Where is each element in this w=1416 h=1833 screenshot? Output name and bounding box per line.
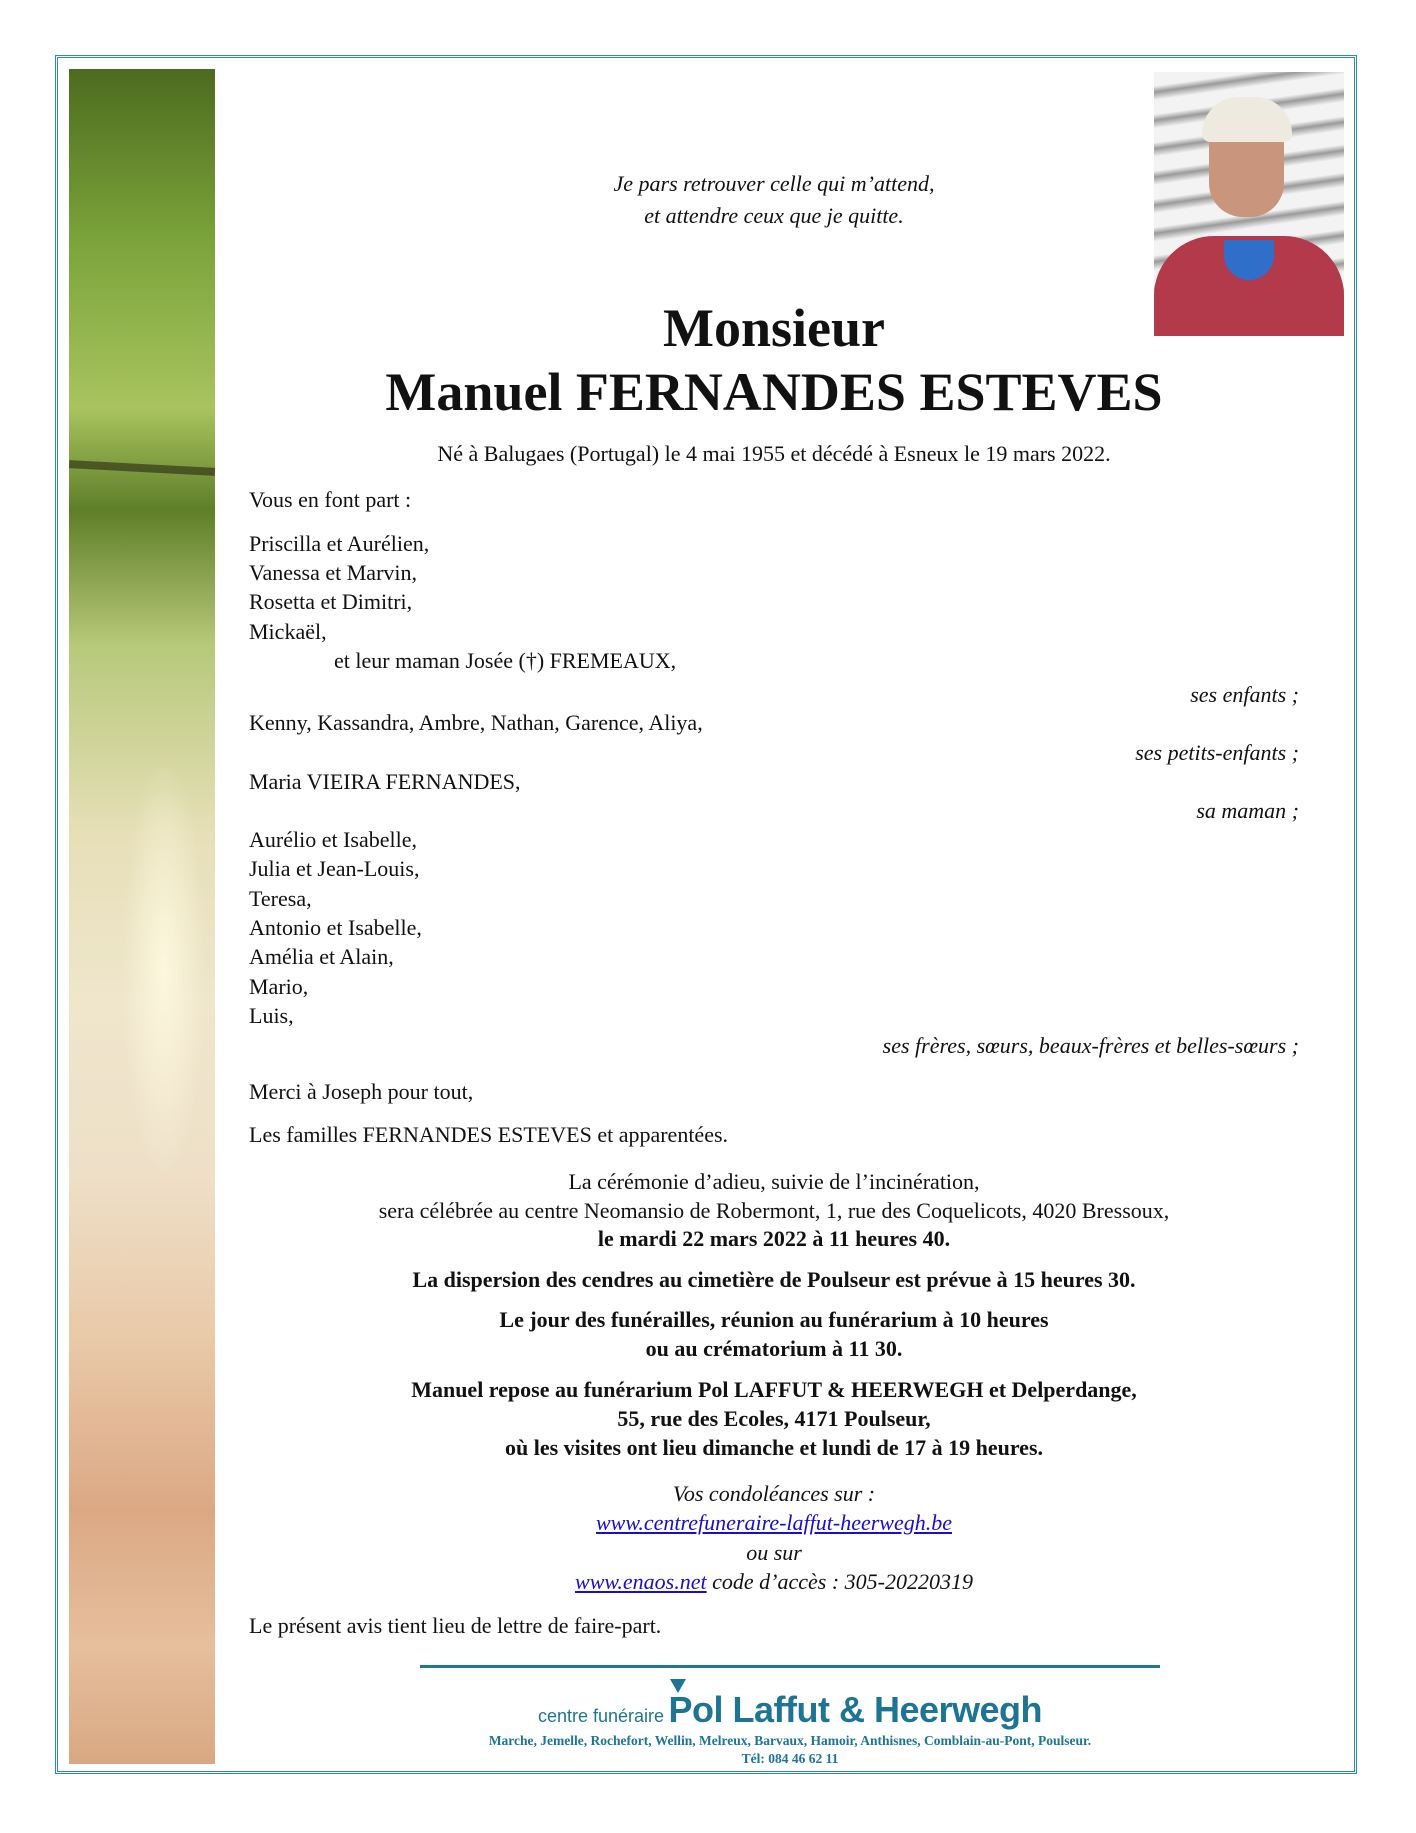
enaos-link[interactable]: www.enaos.net bbox=[575, 1569, 707, 1594]
meeting-line: Le jour des funérailles, réunion au funérarium à 10 heures bbox=[499, 1307, 1049, 1332]
triangle-icon bbox=[670, 1679, 686, 1693]
logo-prefix: centre funéraire bbox=[537, 1706, 665, 1726]
sibling: Teresa, bbox=[249, 886, 312, 911]
grandchildren-role: ses petits-enfants ; bbox=[1135, 740, 1299, 765]
thanks: Merci à Joseph pour tout, bbox=[249, 1079, 474, 1104]
grandchildren: Kenny, Kassandra, Ambre, Nathan, Garence, Aliya, bbox=[249, 710, 703, 735]
sibling: Julia et Jean-Louis, bbox=[249, 856, 420, 881]
sibling: Aurélio et Isabelle, bbox=[249, 827, 417, 852]
footer-divider bbox=[420, 1665, 1160, 1668]
sibling: Mario, bbox=[249, 974, 309, 999]
logo-towns: Marche, Jemelle, Rochefort, Wellin, Melreux, Barvaux, Hamoir, Anthisnes, Comblain-au-Pont, Poulseur. bbox=[488, 1733, 1092, 1748]
child: Vanessa et Marvin, bbox=[249, 560, 418, 585]
ceremony-line: sera célébrée au centre Neomansio de Robermont, 1, rue des Coquelicots, 4020 Bressoux, bbox=[378, 1198, 1170, 1223]
quote-line-2: et attendre ceux que je quitte. bbox=[644, 203, 904, 228]
condolences-or: ou sur bbox=[746, 1540, 802, 1565]
children-mother: et leur maman Josée (†) FREMEAUX, bbox=[334, 648, 677, 673]
sibling: Luis, bbox=[249, 1003, 294, 1028]
sibling: Amélia et Alain, bbox=[249, 944, 394, 969]
logo-phone: Tél: 084 46 62 11 bbox=[741, 1751, 839, 1766]
siblings-role: ses frères, sœurs, beaux-frères et belles-sœurs ; bbox=[882, 1033, 1299, 1058]
forest-path-image bbox=[69, 69, 215, 1764]
repose-line: 55, rue des Ecoles, 4171 Poulseur, bbox=[617, 1406, 931, 1431]
repose-line: où les visites ont lieu dimanche et lundi de 17 à 19 heures. bbox=[504, 1435, 1044, 1460]
child: Mickaël, bbox=[249, 619, 327, 644]
funeral-home-link[interactable]: www.centrefuneraire-laffut-heerwegh.be bbox=[596, 1510, 952, 1535]
families: Les familles FERNANDES ESTEVES et apparentées. bbox=[249, 1122, 729, 1147]
access-code: code d’accès : 305-20220319 bbox=[706, 1569, 973, 1594]
logo-brand: Pol Laffut & Heerwegh bbox=[668, 1689, 1043, 1730]
title: Monsieur bbox=[663, 298, 885, 358]
ceremony-date: le mardi 22 mars 2022 à 11 heures 40. bbox=[597, 1226, 951, 1251]
birth-death: Né à Balugaes (Portugal) le 4 mai 1955 et décédé à Esneux le 19 mars 2022. bbox=[437, 441, 1111, 466]
meeting-line: ou au crématorium à 11 30. bbox=[645, 1336, 903, 1361]
ceremony-line: La cérémonie d’adieu, suivie de l’incinération, bbox=[568, 1169, 980, 1194]
dispersion: La dispersion des cendres au cimetière de Poulseur est prévue à 15 heures 30. bbox=[412, 1267, 1136, 1292]
child: Rosetta et Dimitri, bbox=[249, 589, 413, 614]
mother-role: sa maman ; bbox=[1196, 798, 1299, 823]
quote-line-1: Je pars retrouver celle qui m’attend, bbox=[613, 171, 935, 196]
notice: Le présent avis tient lieu de lettre de faire-part. bbox=[249, 1613, 662, 1638]
repose-line: Manuel repose au funérarium Pol LAFFUT & HEERWEGH et Delperdange, bbox=[411, 1377, 1137, 1402]
intro: Vous en font part : bbox=[249, 487, 412, 512]
sibling: Antonio et Isabelle, bbox=[249, 915, 422, 940]
condolences-label: Vos condoléances sur : bbox=[672, 1481, 876, 1506]
child: Priscilla et Aurélien, bbox=[249, 531, 430, 556]
mother: Maria VIEIRA FERNANDES, bbox=[249, 769, 521, 794]
funeral-home-logo bbox=[420, 1675, 1160, 1767]
children-role: ses enfants ; bbox=[1190, 682, 1299, 707]
deceased-name: Manuel FERNANDES ESTEVES bbox=[385, 362, 1163, 422]
